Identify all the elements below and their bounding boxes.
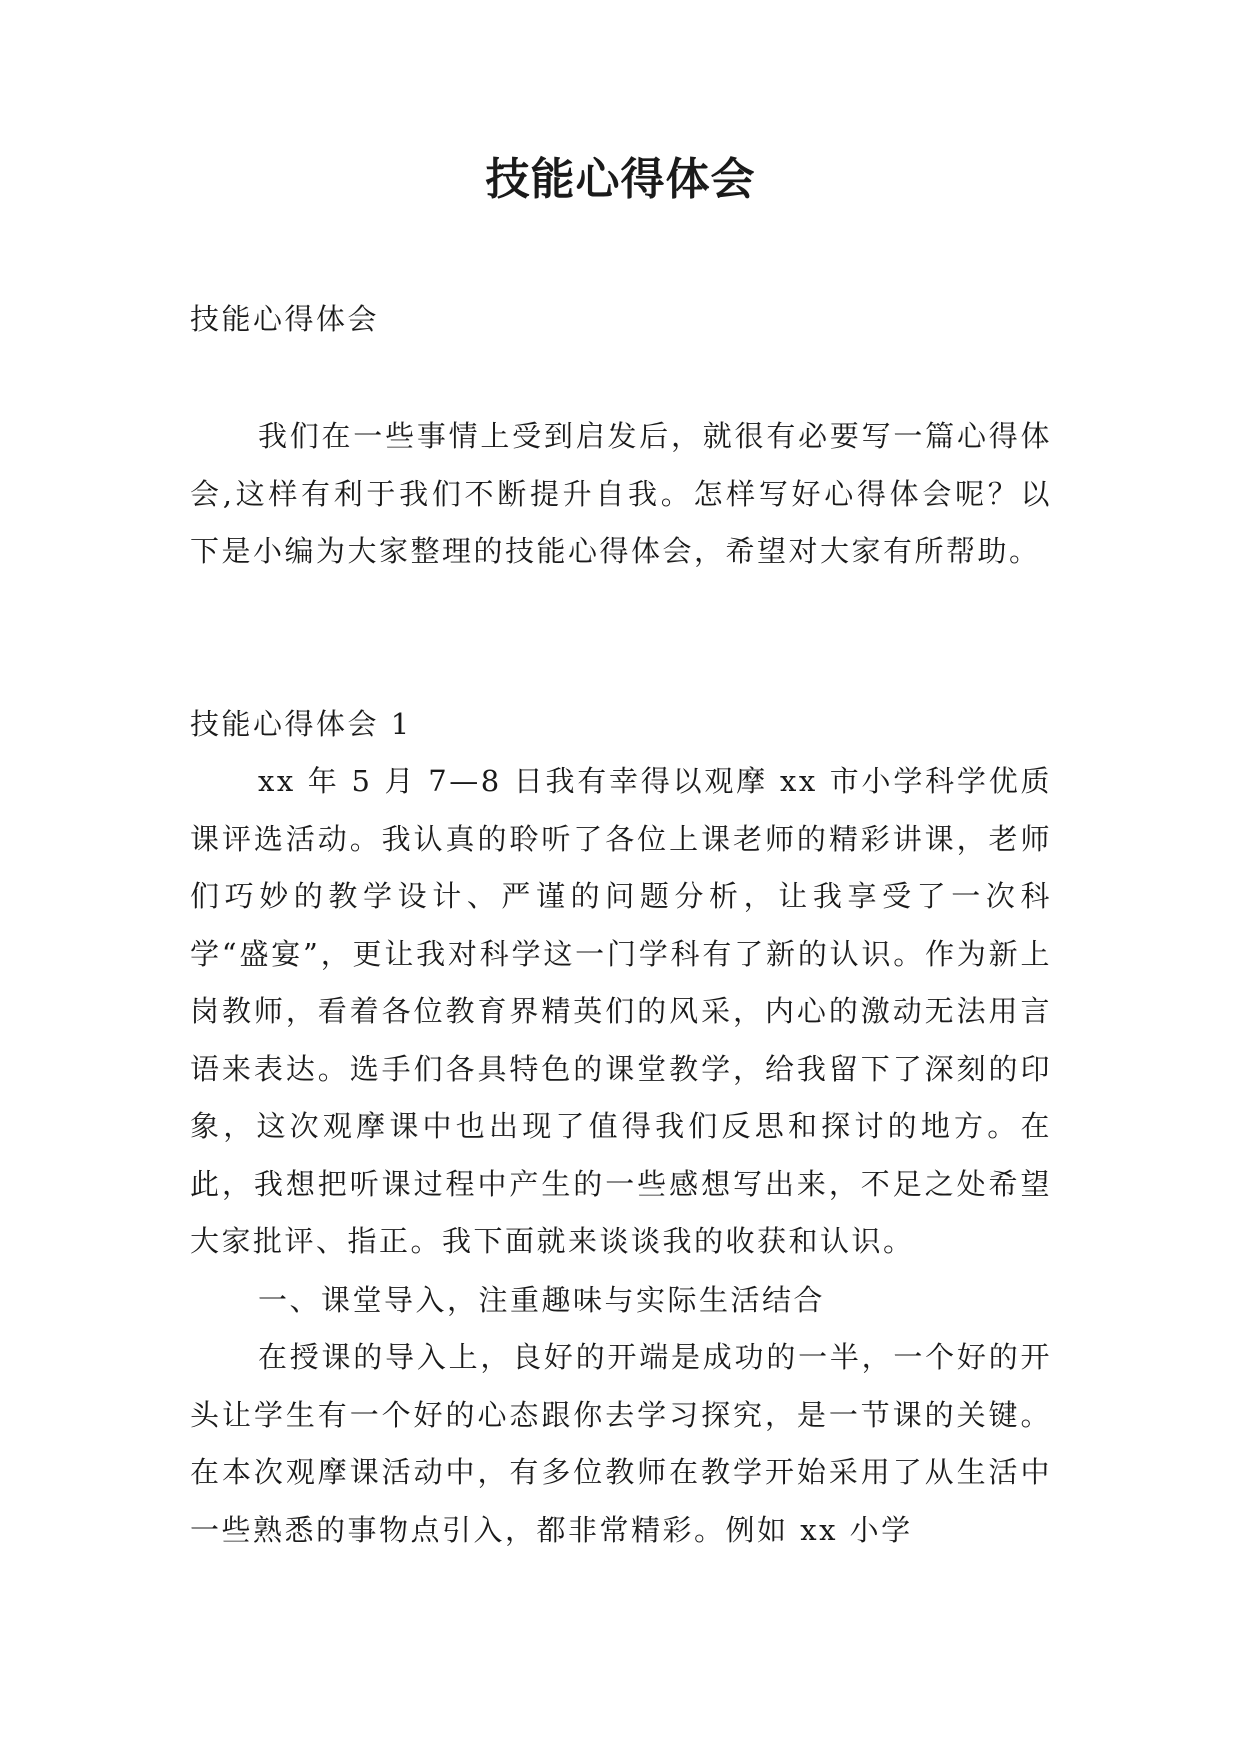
body-paragraph-2: 在授课的导入上，良好的开端是成功的一半，一个好的开头让学生有一个好的心态跟你去学习探究，是一节课的关键。在本次观摩课活动中，有多位教师在教学开始采用了从生活中一些熟悉的事物点引入，都非常精彩。例如 xx 小学 xyxy=(190,1340,1052,1547)
document-title: 技能心得体会 xyxy=(485,154,756,205)
body-paragraph-1: xx 年 5 月 7—8 日我有幸得以观摩 xx 市小学科学优质课评选活动。我认真的聆听了各位上课老师的精彩讲课，老师们巧妙的教学设计、严谨的问题分析，让我享受了一次科学“盛宴”，更让我对科学这一门学科有了新的认识。作为新上岗教师，看着各位教育界精英们的风采，内心的激动无法用言语来表达。选手们各具特色的课堂教学，给我留下了深刻的印象，这次观摩课中也出现了值得我们反思和探讨的地方。在此，我想把听课过程中产生的一些感想写出来，不足之处希望大家批评、指正。我下面就来谈谈我的收获和认识。 xyxy=(190,764,1052,1258)
section-heading: 技能心得体会 1 xyxy=(190,707,412,741)
document-subtitle: 技能心得体会 xyxy=(190,302,380,336)
intro-paragraph: 我们在一些事情上受到启发后，就很有必要写一篇心得体会,这样有利于我们不断提升自我。怎样写好心得体会呢？以下是小编为大家整理的技能心得体会，希望对大家有所帮助。 xyxy=(190,419,1052,568)
point-heading-1: 一、课堂导入，注重趣味与实际生活结合 xyxy=(258,1283,826,1317)
